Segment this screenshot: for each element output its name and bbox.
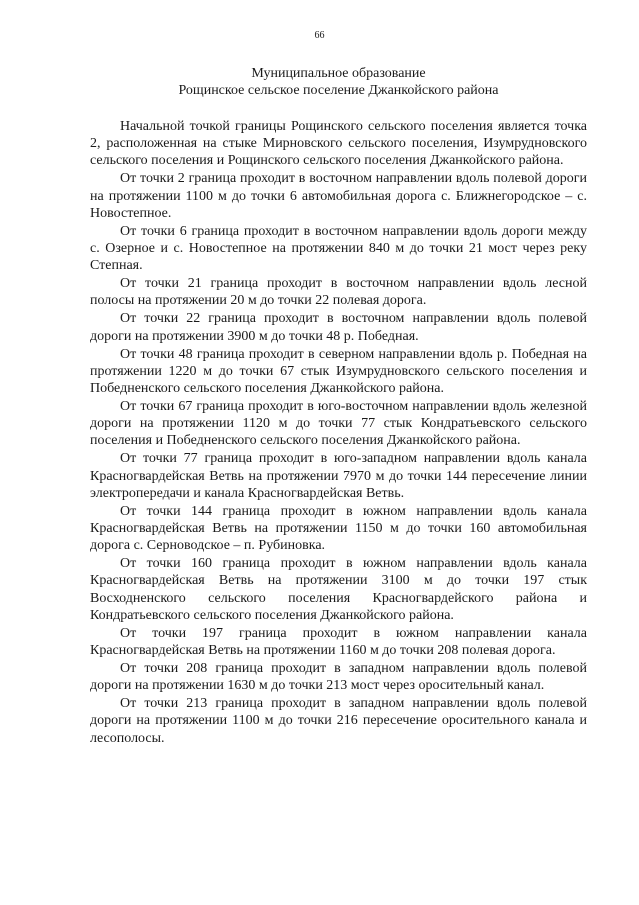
document-header bbox=[90, 65, 587, 99]
page-number: 66 bbox=[314, 30, 325, 41]
paragraph: От точки 22 граница проходит в восточном направлении вдоль полевой дороги на протяжении 3900 м до точки 48 р. Победная. bbox=[90, 311, 587, 344]
paragraph: От точки 197 граница проходит в южном направлении канала Красногвардейская Ветвь на протяжении 1160 м до точки 208 полевая дорога. bbox=[90, 625, 587, 659]
paragraph: От точки 160 граница проходит в южном направлении вдоль канала Красногвардейская Ветвь на протяжении 3100 м до точки 197 стык Восходненского сельского поселения Красногвардейского района и Кондратьевского сельского поселения Джанкойского района. bbox=[90, 556, 587, 623]
paragraph: От точки 48 граница проходит в северном направлении вдоль р. Победная на протяжении 1220 м до точки 67 стык Изумрудновского сельского поселения и Победненского сельского поселения Джанкойского района. bbox=[90, 346, 587, 397]
paragraph: От точки 2 граница проходит в восточном направлении вдоль полевой дороги на протяжении 1100 м до точки 6 автомобильная дорога с. Ближнегородское – с. Новостепное. bbox=[90, 171, 587, 221]
paragraph: От точки 6 граница проходит в восточном направлении вдоль дороги между с. Озерное и с. Новостепное на протяжении 840 м до точки 21 мост через реку Степная. bbox=[90, 223, 587, 274]
paragraph: От точки 21 граница проходит в восточном направлении вдоль лесной полосы на протяжении 20 м до точки 22 полевая дорога. bbox=[90, 276, 587, 309]
header-line-settlement: Рощинское сельское поселение Джанкойского района bbox=[178, 83, 499, 98]
paragraph: От точки 208 граница проходит в западном направлении вдоль полевой дороги на протяжении 1630 м до точки 213 мост через оросительный канал. bbox=[90, 661, 587, 694]
paragraph: От точки 144 граница проходит в южном направлении вдоль канала Красногвардейская Ветвь на протяжении 1150 м до точки 160 автомобильная дорога с. Серноводское – п. Рубиновка. bbox=[90, 503, 587, 554]
boundary-description bbox=[90, 118, 587, 748]
paragraph: От точки 77 граница проходит в юго-западном направлении вдоль канала Красногвардейская Ветвь на протяжении 7970 м до точки 144 пересечение линии электропередачи и канала Красногвардейская Ветвь. bbox=[90, 451, 587, 501]
paragraph: От точки 67 граница проходит в юго-восточном направлении вдоль железной дороги на протяжении 1120 м до точки 77 стык Кондратьевского сельского поселения и Победненского сельского поселения Джанкойского района. bbox=[90, 399, 587, 449]
paragraph: От точки 213 граница проходит в западном направлении вдоль полевой дороги на протяжении 1100 м до точки 216 пересечение оросительного канала и лесополосы. bbox=[90, 696, 587, 746]
paragraph: Начальной точкой границы Рощинского сельского поселения является точка 2, расположенная на стыке Мирновского сельского поселения, Изумрудновского сельского поселения и Рощинского сельского поселения Джанкойского района. bbox=[90, 119, 587, 169]
header-line-municipality: Муниципальное образование bbox=[251, 66, 426, 81]
